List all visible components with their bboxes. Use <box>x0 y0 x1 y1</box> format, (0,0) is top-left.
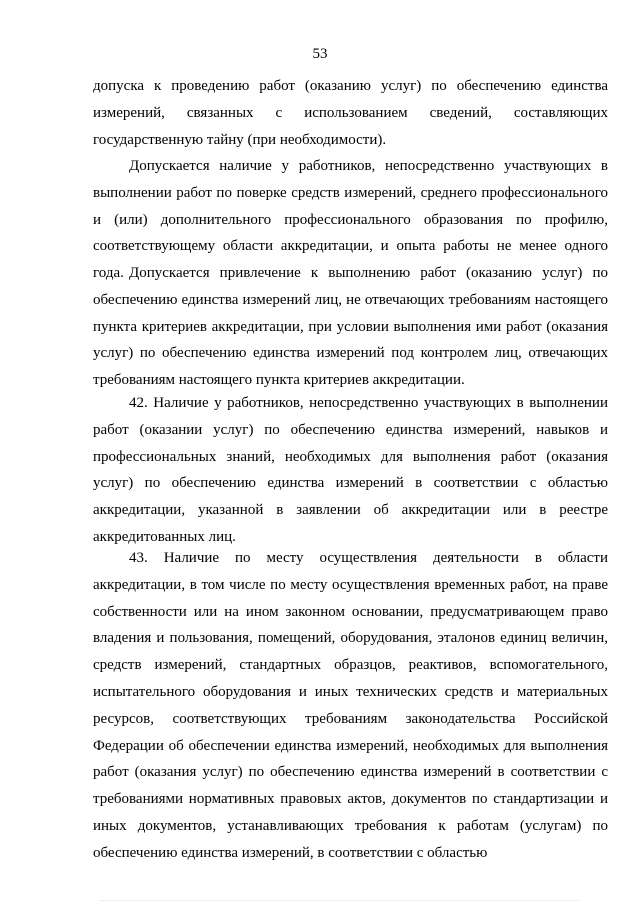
paragraph-supervised-personnel: Допускается привлечение к выполнению работ (оказанию услуг) по обеспечению единства измерений лиц, не отвечающих требованиям настоящего пункта критериев аккредитации, при условии выполнения ими работ (оказания услуг) по обеспечению единства измерений под контролем лиц, отвечающих требованиям настоящего пункта критериев аккредитации. <box>93 265 608 389</box>
page-number: 53 <box>312 46 328 62</box>
paragraph-item-43: 43. Наличие по месту осуществления деятельности в области аккредитации, в том числе по месту осуществления временных работ, на праве собственности или на ином законном основании, предусматривающем право владения и пользования, помещений, оборудования, эталонов единиц величин, средств измерений, стандартных образцов, реактивов, вспомогательного, испытательного оборудования и иных технических средств и материальных ресурсов, соответствующих требованиям законодательства Российской Федерации об обеспечении единства измерений, необходимых для выполнения работ (оказания услуг) по обеспечению единства измерений в соответствии с требованиями нормативных правовых актов, документов по стандартизации и иных документов, устанавливающих требования к работам (услугам) по обеспечению единства измерений, в соответствии с областью <box>93 550 608 861</box>
paragraph-continuation: допуска к проведению работ (оказанию услуг) по обеспечению единства измерений, связанных с использованием сведений, составляющих государственную тайну (при необходимости). <box>93 78 608 148</box>
scan-edge-mark <box>100 900 580 905</box>
paragraph-item-42: 42. Наличие у работников, непосредственно участвующих в выполнении работ (оказании услуг) по обеспечению единства измерений, навыков и профессиональных знаний, необходимых для выполнения работ (оказания услуг) по обеспечению единства измерений в соответствии с областью аккредитации, указанной в заявлении об аккредитации или в реестре аккредитованных лиц. <box>93 395 608 545</box>
paragraph-employee-education: Допускается наличие у работников, непосредственно участвующих в выполнении работ по поверке средств измерений, среднего профессионального и (или) дополнительного профессионального образования по профилю, соответствующему области аккредитации, и опыта работы не менее одного года. <box>93 158 608 282</box>
